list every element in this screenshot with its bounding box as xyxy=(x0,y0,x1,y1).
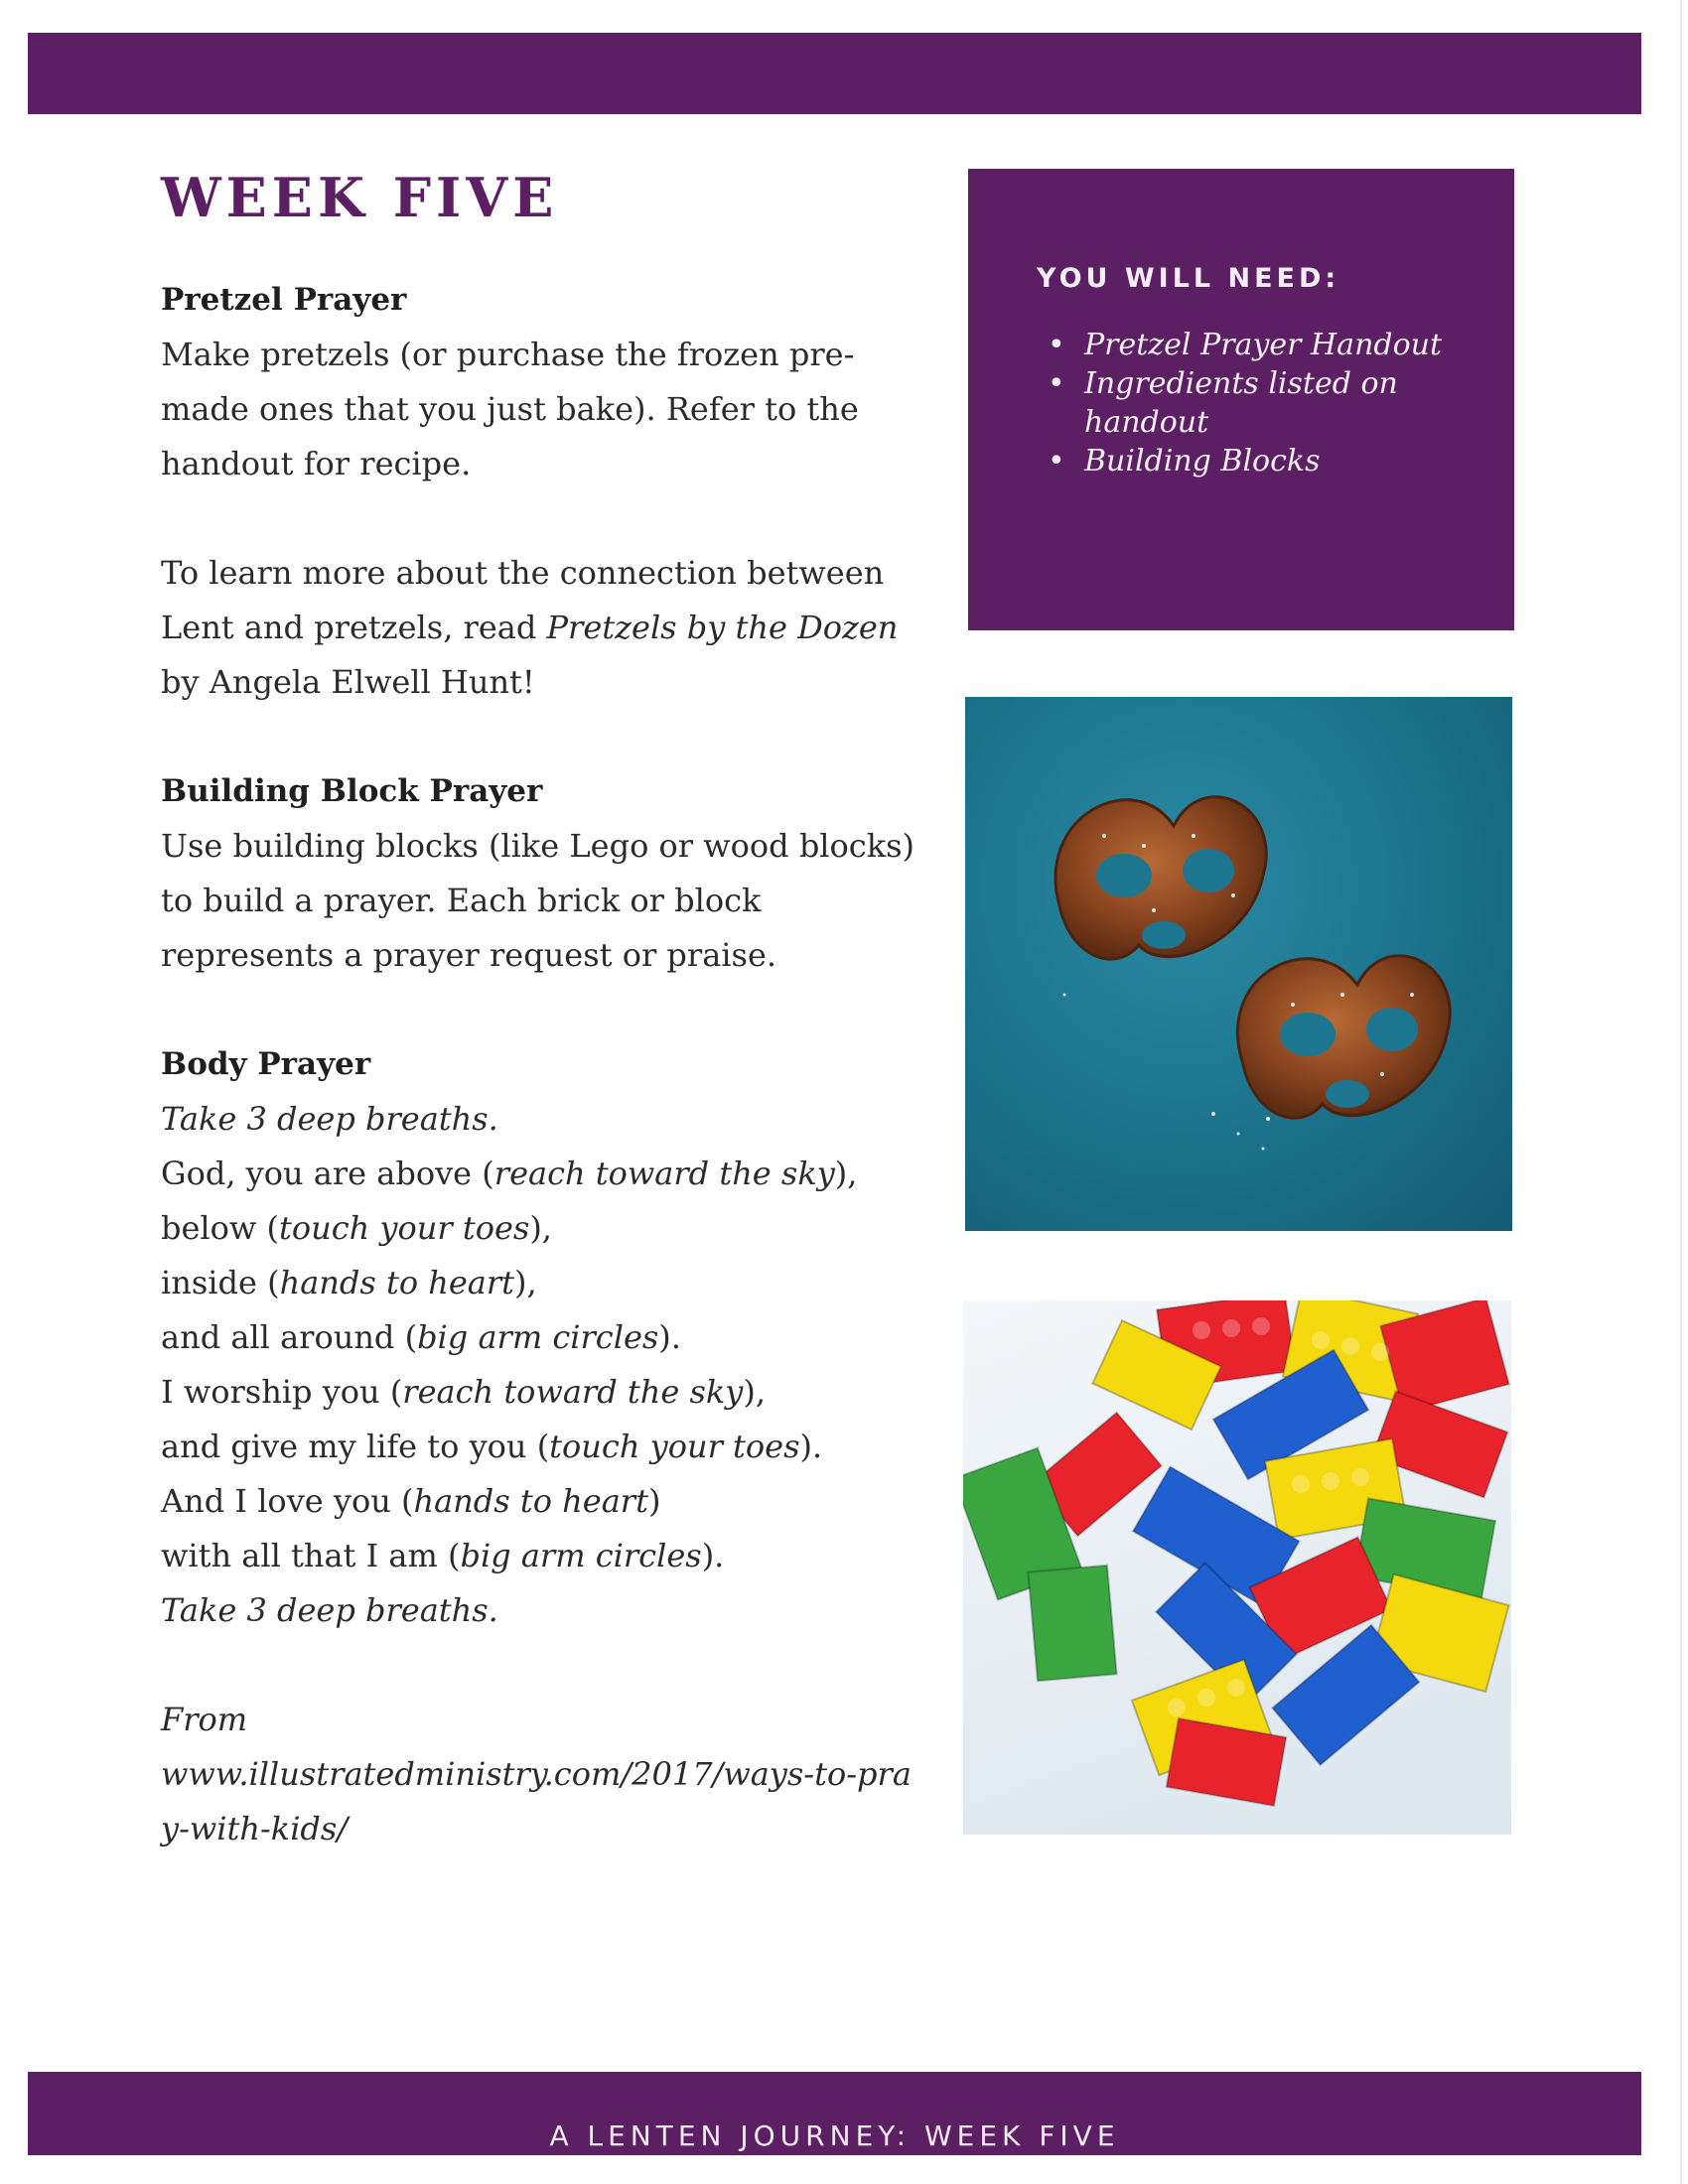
prayer-line: with all that I am (big arm circles). xyxy=(161,1537,725,1574)
building-blocks-illustration xyxy=(963,1300,1511,1835)
pretzel-lent-intro: To learn more about the connection between Lent and pretzels, read xyxy=(161,554,885,646)
pretzel-lent-text xyxy=(161,546,915,710)
prayer-line: inside (hands to heart), xyxy=(161,1264,537,1301)
building-block-prayer-heading: Building Block Prayer xyxy=(161,773,543,809)
body-prayer-text xyxy=(161,1092,915,1638)
you-will-need-box xyxy=(968,169,1514,630)
book-title: Pretzels by the Dozen xyxy=(546,609,899,646)
main-column xyxy=(161,164,915,1856)
supplies-item: • Pretzel Prayer Handout xyxy=(1048,326,1484,364)
supplies-item: • Ingredients listed on handout xyxy=(1048,364,1484,442)
building-block-prayer-text: Use building blocks (like Lego or wood blocks) to build a prayer. Each brick or block represents a prayer request or praise. xyxy=(161,827,915,974)
prayer-line: God, you are above (reach toward the sky), xyxy=(161,1155,858,1192)
prayer-line: and all around (big arm circles). xyxy=(161,1318,681,1356)
pretzels-photo xyxy=(965,697,1512,1231)
supplies-item: • Building Blocks xyxy=(1048,442,1484,480)
source-url: www.illustratedministry.com/2017/ways-to-pray-with-kids/ xyxy=(161,1755,912,1847)
pretzel-right xyxy=(1237,956,1450,1118)
footer-title: A LENTEN JOURNEY: WEEK FIVE xyxy=(549,2119,1120,2152)
footer-band xyxy=(28,2072,1641,2155)
supplies-list xyxy=(1048,326,1484,480)
body-prayer-close: Take 3 deep breaths. xyxy=(161,1591,498,1629)
pretzels-illustration xyxy=(965,697,1512,1231)
prayer-line: I worship you (reach toward the sky), xyxy=(161,1373,766,1411)
page-title: WEEK FIVE xyxy=(161,166,559,229)
pretzel-prayer-text: Make pretzels (or purchase the frozen pre-made ones that you just bake). Refer to the handout for recipe. xyxy=(161,336,859,482)
body-prayer-open: Take 3 deep breaths. xyxy=(161,1100,498,1138)
prayer-line: below (touch your toes), xyxy=(161,1209,552,1247)
body-prayer-heading: Body Prayer xyxy=(161,1046,371,1082)
prayer-line: And I love you (hands to heart) xyxy=(161,1482,661,1520)
pretzel-left xyxy=(1055,797,1266,959)
source-citation xyxy=(161,1693,915,1856)
pretzel-prayer-heading: Pretzel Prayer xyxy=(161,282,407,318)
prayer-line: and give my life to you (touch your toes). xyxy=(161,1428,823,1465)
book-author: by Angela Elwell Hunt! xyxy=(161,663,535,701)
page-edge xyxy=(1680,0,1682,2184)
you-will-need-title: YOU WILL NEED: xyxy=(1037,263,1340,294)
building-blocks-photo xyxy=(963,1300,1511,1835)
source-from: From xyxy=(161,1701,248,1738)
header-band xyxy=(28,33,1641,114)
